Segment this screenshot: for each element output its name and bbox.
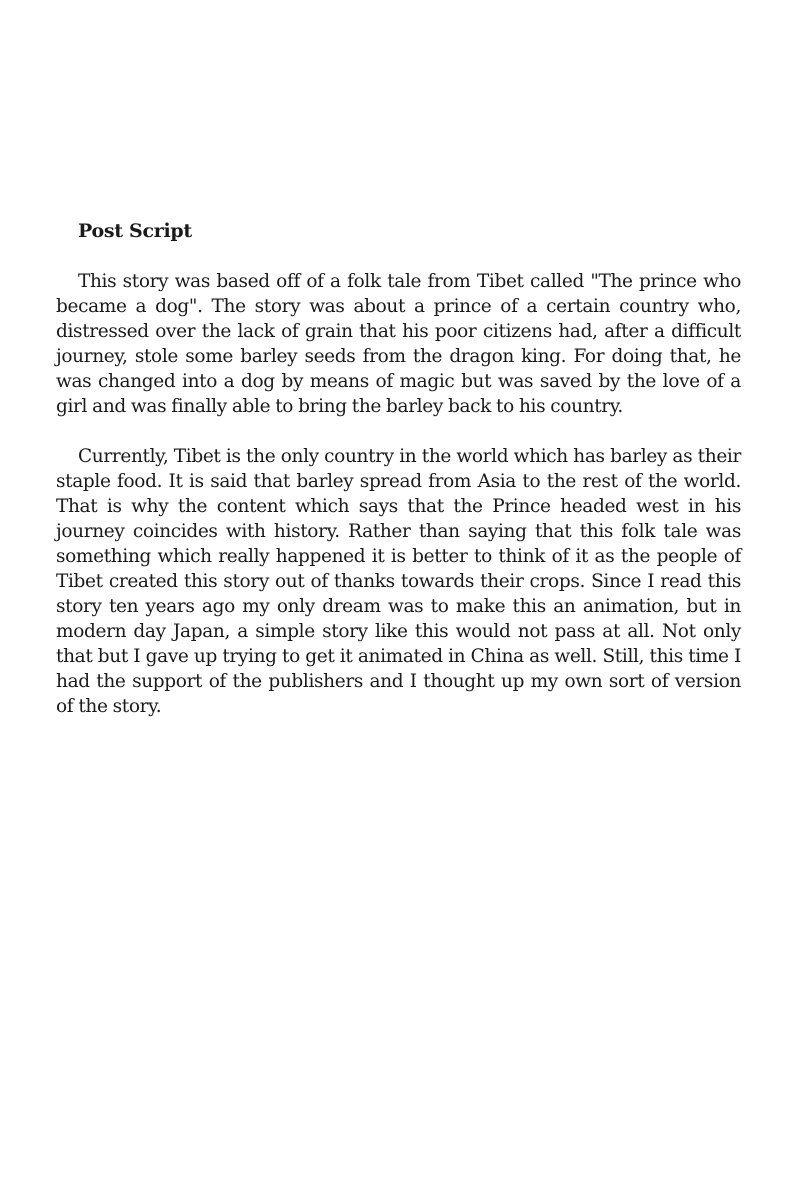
paragraph-tibet-barley: Currently, Tibet is the only country in the world which has barley as their staple food. It is said that barley spread from Asia to the rest of the world. That is why the content which says that the Prince headed west in his journey coincides with history. Rather than saying that this folk tale was something which really happened it is better to think of it as the people of Tibet created this story out of thanks towards their crops. Since I read this story ten years ago my only dream was to make this an animation, but in modern day Japan, a simple story like this would not pass at all. Not only that but I gave up trying to get it animated in China as well. Still, this time I had the support of the publishers and I thought up my own sort of version of the story.: [56, 446, 741, 717]
post-script-section: [56, 219, 741, 719]
paragraph-folk-tale-origin: This story was based off of a folk tale from Tibet called "The prince who became a dog". The story was about a prince of a certain country who, distressed over the lack of grain that his poor citizens had, after a difficult journey, stole some barley seeds from the dragon king. For doing that, he was changed into a dog by means of magic but was saved by the love of a girl and was finally able to bring the barley back to his country.: [56, 271, 741, 417]
section-heading: Post Script: [78, 220, 192, 242]
